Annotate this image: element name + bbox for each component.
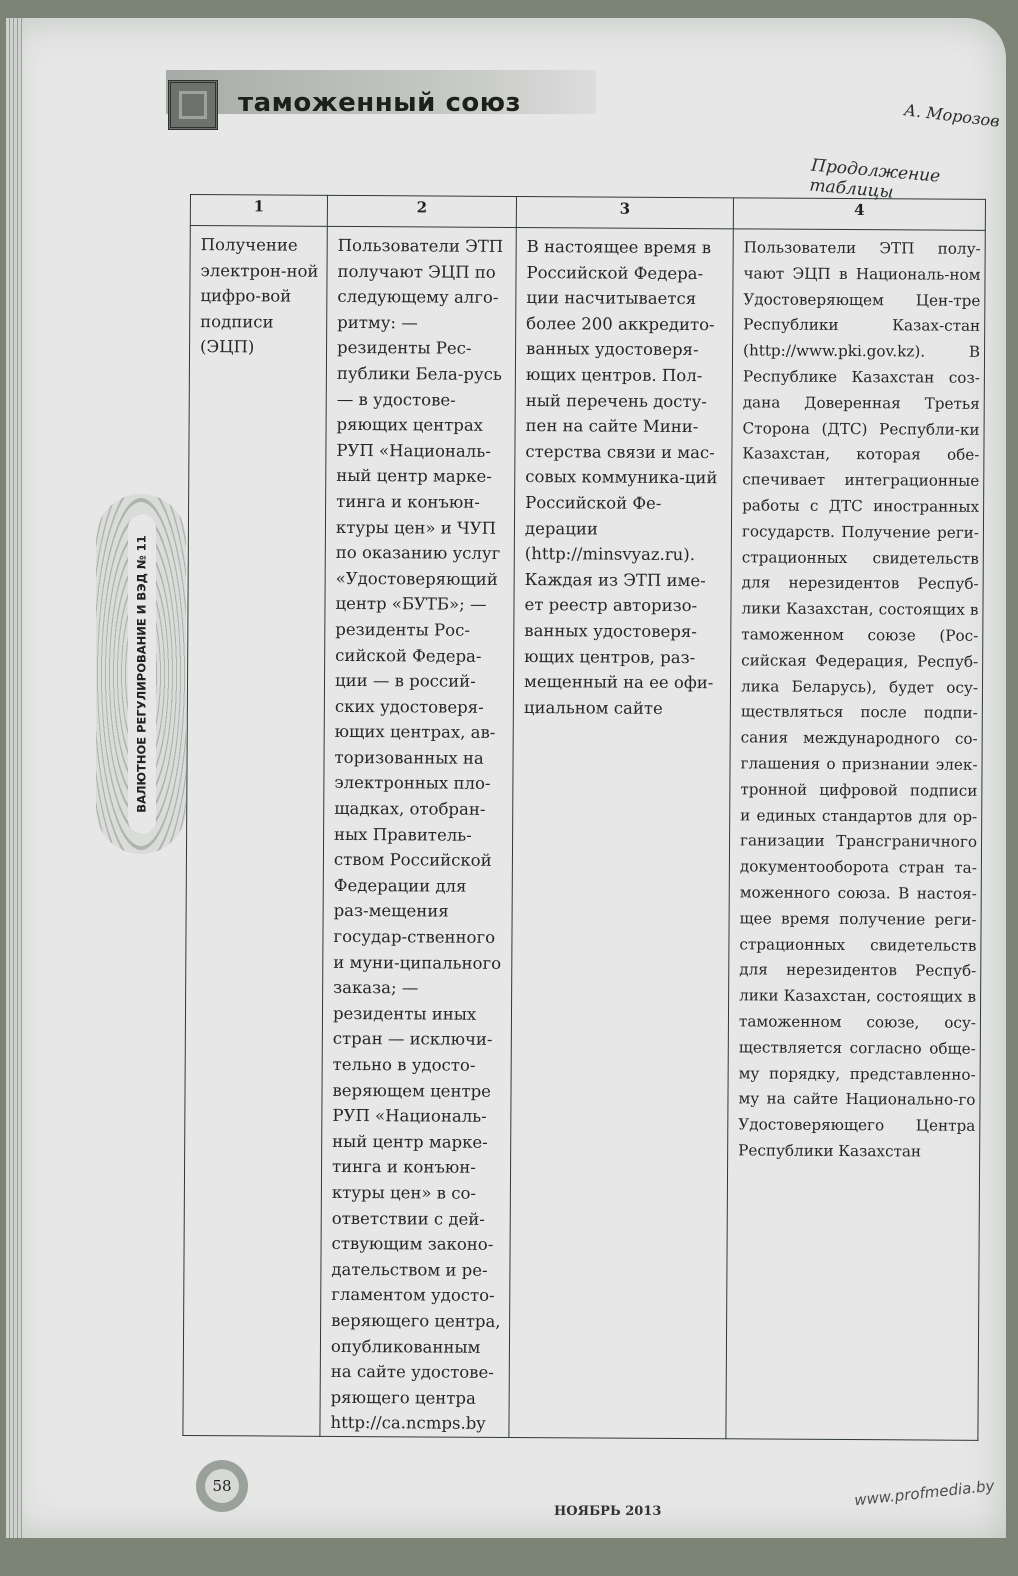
table-row: [183, 226, 985, 1441]
table-continuation-note: Продолжение таблицы: [808, 155, 941, 203]
magazine-page: [6, 18, 1006, 1538]
side-label-text: ВАЛЮТНОЕ РЕГУЛИРОВАНИЕ И ВЭД № 11: [135, 535, 150, 813]
cell-belarus: Пользователи ЭТП получают ЭЦП по следующему алго-ритму: — резиденты Рес-публики Бела-русь — в удостове-ряющих центрах РУП «Националь-ный центр марке-тинга и конъюн-ктуры цен» и ЧУП по оказанию услуг «Удостоверяющий центр «БУТБ»; — резиденты Рос-сийской Федера-ции — в россий-ских удостоверя-ющих центрах, ав-торизованных на электронных пло-щадках, отобран-ных Правитель-ством Российской Федерации для раз-мещения государ-ственного и муни-ципального заказа; — резиденты иных стран — исключи-тельно в удосто-веряющем центре РУП «Националь-ный центр марке-тинга и конъюн-ктуры цен» в со-ответствии с дей-ствующим законо-дательством и ре-гламентом удосто-веряющего центра, опубликованным на сайте удостове-ряющего центра http://ca.ncmps.by: [320, 226, 516, 1437]
cell-kazakhstan: Пользователи ЭТП полу-чают ЭЦП в Националь-ном Удостоверяющем Цен-тре Республики Казах-стан (http://www.pki.gov.kz). В Республике Казахстан соз-дана Доверенная Третья Сторона (ДТС) Республи-ки Казахстан, которая обе-спечивает интеграционные работы с ДТС иностранных государств. Получение реги-страционных свидетельств для нерезидентов Респуб-лики Казахстан, состоящих в таможенном союзе (Рос-сийская Федерация, Респуб-лика Беларусь), будет осу-ществляться после подпи-сания международного со-глашения о признании элек-тронной цифровой подписи и единых стандартов для ор-ганизации Трансграничного документооборота стран та-моженного союза. В настоя-щее время получение реги-страционных свидетельств для нерезидентов Респуб-лики Казахстан, состоящих в таможенном союзе, осу-ществляется согласно обще-му порядку, представленно-му на сайте Национально-го Удостоверяющего Центра Республики Казахстан: [726, 229, 985, 1440]
cell-russia: В настоящее время в Российской Федера-ции насчитывается более 200 аккредито-ванных удостоверя-ющих центров. Пол-ный перечень досту-пен на сайте Мини-стерства связи и мас-совых коммуника-ций Российской Фе-дерации (http://minsvyaz.ru). Каждая из ЭТП име-ет реестр авторизо-ванных удостоверя-ющих центров, раз-мещенный на ее офи-циальном сайте: [509, 227, 733, 1438]
column-header-1: 1: [190, 195, 327, 227]
page-number: 58: [205, 1469, 239, 1503]
author-name: А. Морозов: [903, 100, 1001, 131]
website-url: www.profmedia.by: [853, 1476, 996, 1510]
page-number-badge: [196, 1460, 248, 1512]
comparison-table: [182, 194, 986, 1441]
section-logo-icon: [168, 80, 218, 130]
section-title: таможенный союз: [238, 88, 522, 118]
column-header-4: 4: [733, 198, 985, 231]
cell-topic: Получение электрон-ной цифро-вой подписи (ЭЦП): [183, 226, 327, 1437]
side-label-box: [128, 514, 156, 834]
column-header-2: 2: [327, 195, 516, 227]
side-journal-label: [96, 494, 186, 894]
column-header-3: 3: [516, 196, 733, 228]
table-header-row: [190, 195, 985, 231]
page-stack-edge: [6, 18, 22, 1538]
issue-date: НОЯБРЬ 2013: [554, 1504, 662, 1519]
